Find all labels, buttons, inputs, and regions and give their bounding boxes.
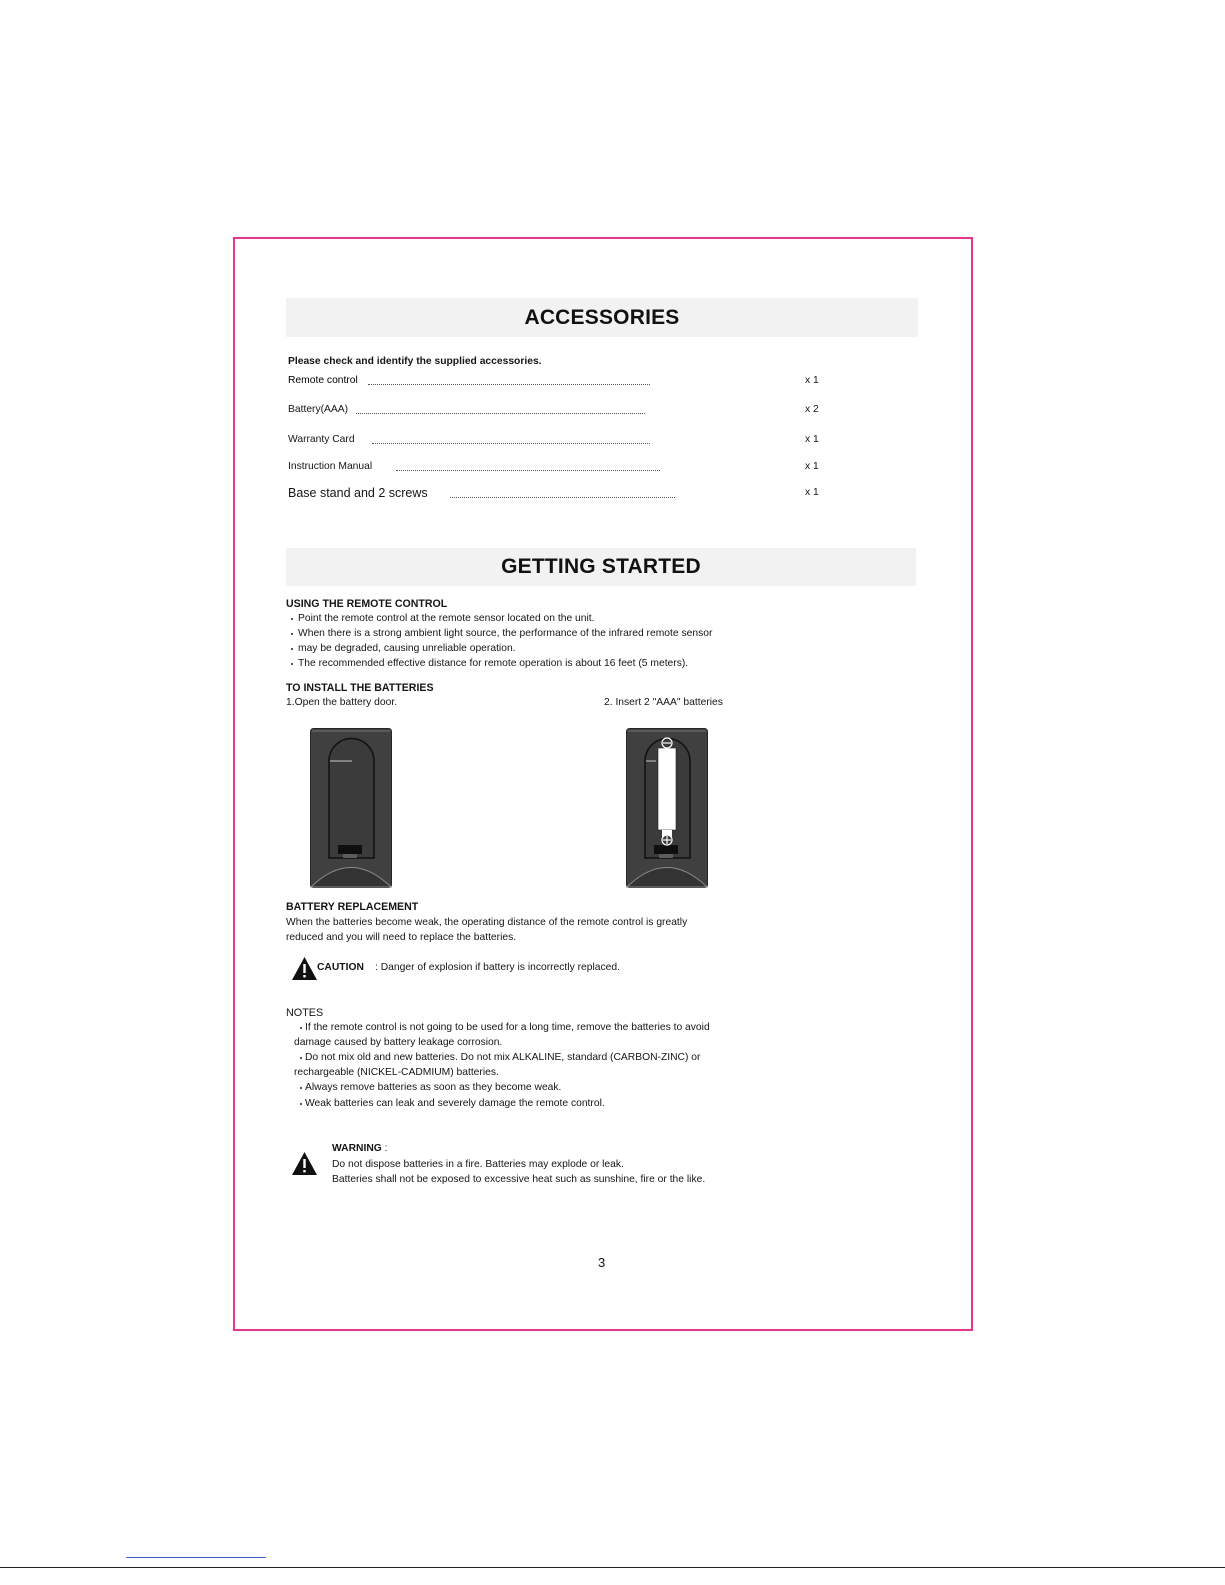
exclamation-dot <box>303 975 305 977</box>
remote-edge-highlight <box>312 730 390 732</box>
notes-line: If the remote control is not going to be used for a long time, remove the batteries to avoid <box>305 1022 710 1033</box>
accessory-leader <box>372 443 650 444</box>
accessory-name: Battery(AAA) <box>288 404 349 415</box>
accessory-qty: x 1 <box>805 434 819 445</box>
exclamation-dot <box>303 1170 305 1172</box>
notes-line: rechargeable (NICKEL-CADMIUM) batteries. <box>294 1067 499 1078</box>
install-batteries-heading: TO INSTALL THE BATTERIES <box>286 682 434 694</box>
warning-triangle-icon <box>291 1151 318 1176</box>
exclamation-bar <box>303 1159 305 1168</box>
using-remote-heading: USING THE REMOTE CONTROL <box>286 598 448 610</box>
remote-open-door-illustration <box>310 728 392 888</box>
latch-tab <box>343 854 357 858</box>
install-step-1: 1.Open the battery door. <box>286 697 398 708</box>
caution-text: : Danger of explosion if battery is incorrectly replaced. <box>375 962 620 973</box>
bullet-dot <box>300 1027 302 1029</box>
using-remote-bullet: Point the remote control at the remote sensor located on the unit. <box>298 613 595 624</box>
accessory-qty: x 2 <box>805 404 819 415</box>
notes-line: Weak batteries can leak and severely damage the remote control. <box>305 1098 605 1109</box>
install-step-2: 2. Insert 2 "AAA" batteries <box>604 697 723 708</box>
accessories-intro: Please check and identify the supplied accessories. <box>288 356 542 367</box>
using-remote-bullet: may be degraded, causing unreliable operation. <box>298 643 516 654</box>
accessory-name: Instruction Manual <box>288 461 373 472</box>
accessory-name: Warranty Card <box>288 434 355 445</box>
warning-label: WARNING <box>332 1143 382 1154</box>
accessory-qty: x 1 <box>805 461 819 472</box>
accessory-name: Base stand and 2 screws <box>288 486 428 500</box>
exclamation-bar <box>303 964 305 973</box>
using-remote-bullet: When there is a strong ambient light source, the performance of the infrared remote sensor <box>298 628 713 639</box>
using-remote-bullet: The recommended effective distance for remote operation is about 16 feet (5 meters). <box>298 658 689 669</box>
getting-started-title: GETTING STARTED <box>501 555 701 578</box>
caution-label: CAUTION <box>317 962 364 973</box>
warning-heading <box>332 1143 388 1155</box>
accessories-heading-bar <box>286 298 918 337</box>
caution-warning-triangle-icon <box>291 956 318 981</box>
bullet-dot <box>291 618 293 620</box>
notes-heading: NOTES <box>286 1007 324 1019</box>
accessory-leader <box>368 384 650 385</box>
accessory-qty: x 1 <box>805 487 819 498</box>
footer-blue-rule <box>126 1557 266 1558</box>
door-latch <box>654 845 678 854</box>
bullet-dot <box>291 648 293 650</box>
battery-replacement-line: When the batteries become weak, the operating distance of the remote control is greatly <box>286 917 688 928</box>
getting-started-heading-bar <box>286 548 916 586</box>
remote-edge-highlight <box>628 730 706 732</box>
aaa-battery <box>658 748 676 830</box>
notes-line: Do not mix old and new batteries. Do not mix ALKALINE, standard (CARBON-ZINC) or <box>305 1052 701 1063</box>
accessory-leader <box>450 497 675 498</box>
accessory-qty: x 1 <box>805 375 819 386</box>
accessories-title: ACCESSORIES <box>524 305 680 329</box>
bullet-dot <box>300 1057 302 1059</box>
notes-line: damage caused by battery leakage corrosion. <box>294 1037 503 1048</box>
bullet-dot <box>291 663 293 665</box>
notes-line: Always remove batteries as soon as they become weak. <box>305 1082 562 1093</box>
accessory-leader <box>396 470 660 471</box>
accessory-name: Remote control <box>288 375 358 386</box>
warning-line: Do not dispose batteries in a fire. Batteries may explode or leak. <box>332 1159 624 1170</box>
battery-compartment <box>329 739 374 859</box>
battery-replacement-heading: BATTERY REPLACEMENT <box>286 901 419 913</box>
warning-line: Batteries shall not be exposed to excessive heat such as sunshine, fire or the like. <box>332 1174 706 1185</box>
footer-black-rule <box>0 1567 1225 1568</box>
accessory-leader <box>356 413 645 414</box>
battery-replacement-line: reduced and you will need to replace the batteries. <box>286 932 517 943</box>
bullet-dot <box>291 633 293 635</box>
latch-tab <box>659 854 673 858</box>
door-latch <box>338 845 362 854</box>
remote-insert-battery-illustration <box>626 728 708 888</box>
warning-suffix: : <box>381 1143 388 1154</box>
page-number: 3 <box>598 1255 606 1270</box>
bullet-dot <box>300 1103 302 1105</box>
bullet-dot <box>300 1087 302 1089</box>
